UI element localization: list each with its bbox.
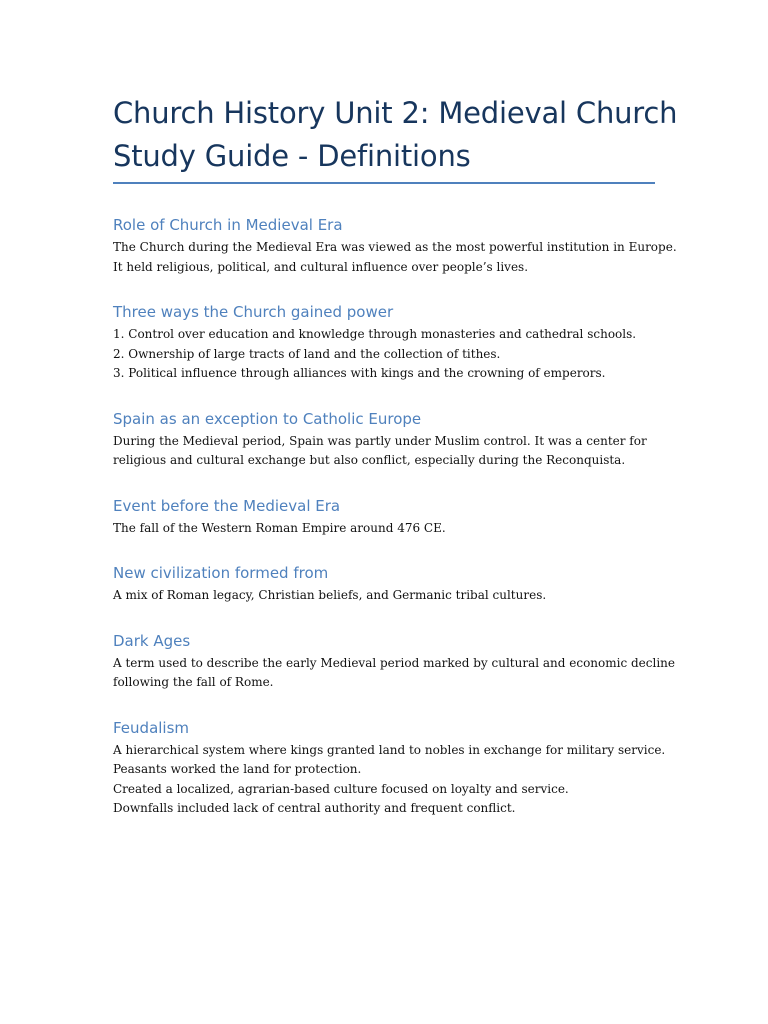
section-body: [113, 325, 655, 384]
section-body: [113, 238, 677, 277]
body-line: A mix of Roman legacy, Christian beliefs, and Germanic tribal cultures.: [113, 588, 547, 602]
list-item: 3. Political influence through alliances with kings and the crowning of emperors.: [113, 366, 606, 380]
title-line-2: Study Guide - Definitions: [113, 139, 471, 173]
body-line: Peasants worked the land for protection.: [113, 762, 362, 776]
section-heading: Feudalism: [113, 718, 190, 737]
section-role-of-church: [113, 215, 677, 277]
section-event-before: [113, 496, 655, 539]
section-body: [113, 519, 655, 539]
body-line: It held religious, political, and cultural influence over people’s lives.: [113, 259, 529, 274]
body-line: Downfalls included lack of central authority and frequent conflict.: [113, 801, 516, 815]
body-line: Created a localized, agrarian-based culture focused on loyalty and service.: [113, 781, 569, 796]
section-feudalism: [113, 718, 666, 819]
body-line: A hierarchical system where kings granted land to nobles in exchange for military service.: [113, 742, 666, 757]
body-line: The fall of the Western Roman Empire around 476 CE.: [113, 520, 446, 535]
section-heading: Event before the Medieval Era: [113, 496, 341, 515]
section-heading: Dark Ages: [113, 631, 191, 650]
section-three-ways: [113, 302, 655, 384]
title-line-1: Church History Unit 2: Medieval Church: [113, 96, 678, 130]
body-line: During the Medieval period, Spain was partly under Muslim control. It was a center for: [113, 433, 647, 448]
body-line: following the fall of Rome.: [113, 675, 274, 689]
body-line: The Church during the Medieval Era was viewed as the most powerful institution in Europe.: [113, 240, 677, 254]
section-body: [113, 741, 666, 819]
section-body: [113, 654, 676, 693]
section-dark-ages: [113, 631, 676, 693]
body-line: religious and cultural exchange but also conflict, especially during the Reconquista.: [113, 453, 626, 467]
section-heading: Three ways the Church gained power: [113, 303, 394, 321]
list-item: 2. Ownership of large tracts of land and the collection of tithes.: [113, 346, 501, 361]
body-line: A term used to describe the early Medieval period marked by cultural and economic decline: [113, 655, 676, 670]
list-item: 1. Control over education and knowledge through monasteries and cathedral schools.: [113, 327, 637, 341]
section-heading: New civilization formed from: [113, 564, 329, 582]
section-heading: Role of Church in Medieval Era: [113, 216, 343, 234]
section-new-civilization: [113, 563, 655, 606]
section-body: [113, 586, 655, 606]
section-spain-exception: [113, 409, 655, 471]
document-page: [113, 92, 678, 819]
page-title: [113, 92, 678, 178]
section-body: [113, 432, 655, 471]
section-heading: Spain as an exception to Catholic Europe: [113, 409, 422, 428]
title-underline: [113, 182, 655, 184]
